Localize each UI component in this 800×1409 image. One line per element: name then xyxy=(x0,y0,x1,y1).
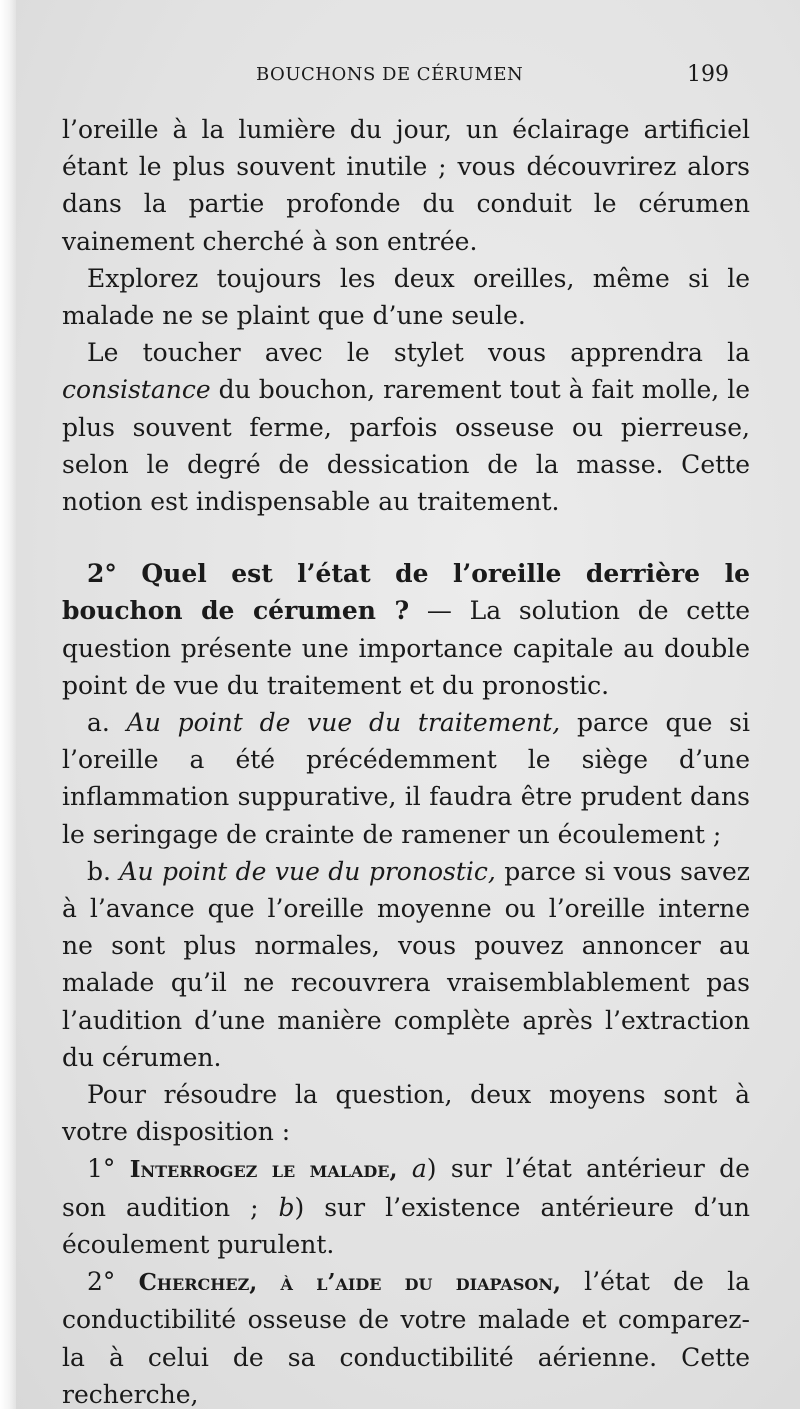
p4-text: — La solution de cette question présente une importance capitale au double point de vue du traitement et du pronostic. xyxy=(62,596,750,700)
p5-text: parce que si l’oreille a été précédemment le siège d’une inflammation suppurative, il faudra être prudent dans le seringage de crainte de ramener un écoulement ; xyxy=(62,708,750,849)
p4-heading: 2° Quel est l’état de l’oreille derrière le bouchon de cérumen ? xyxy=(62,559,750,626)
p3-text-c: du bouchon, rarement tout à fait molle, le plus souvent ferme, parfois osseuse ou pierreuse, selon le degré de dessication de la masse. Cette notion est indispensable au traitement. xyxy=(62,375,750,517)
p6-marker: b. xyxy=(87,856,120,886)
p8-text-2: ) sur l’existence antérieure d’un écoulement purulent. xyxy=(62,1192,750,1259)
p8-bold: Interrogez le malade, xyxy=(129,1156,398,1184)
paragraph-5 xyxy=(62,704,750,853)
paragraph-9 xyxy=(62,1263,750,1409)
page-edge xyxy=(0,0,16,1409)
running-head xyxy=(0,60,800,90)
paragraph-6 xyxy=(62,853,750,1076)
paragraph-3 xyxy=(62,334,750,520)
running-head-title: BOUCHONS DE CÉRUMEN xyxy=(256,64,524,85)
p8-italic-b: b xyxy=(278,1192,295,1222)
p8-text-1: ) sur l’état antérieur de son audition ; xyxy=(62,1154,750,1222)
paragraph-7: Pour résoudre la question, deux moyens sont à votre disposition : xyxy=(62,1080,750,1147)
p3-italic-consistance: consistance xyxy=(62,375,211,405)
p9-text: l’état de la conductibilité osseuse de votre malade et comparez-la à celui de sa conductibilité aérienne. Cette recherche, xyxy=(62,1267,750,1409)
p8-space xyxy=(397,1154,411,1183)
p5-italic: Au point de vue du traitement, xyxy=(126,708,561,738)
p8-marker: 1° xyxy=(87,1154,130,1184)
p3-text-a: Le toucher avec le stylet vous apprendra la xyxy=(87,338,750,368)
paragraph-2: Explorez toujours les deux oreilles, même si le malade ne se plaint que d’une seule. xyxy=(62,263,750,331)
p6-text: parce si vous savez à l’avance que l’oreille moyenne ou l’oreille interne ne sont plus normales, vous pouvez annoncer au malade qu’il ne recouvrera vraisemblablement pas l’audition d’une manière complète après l’extraction du cérumen. xyxy=(62,856,750,1072)
p9-marker: 2° xyxy=(87,1267,139,1297)
p5-marker: a. xyxy=(87,708,127,738)
p6-italic: Au point de vue du pronostic, xyxy=(119,856,496,886)
body-text xyxy=(62,111,750,1409)
page-number: 199 xyxy=(687,62,729,87)
p9-bold: Cherchez, à l’aide du diapason, xyxy=(138,1269,561,1297)
paragraph-8 xyxy=(62,1150,750,1263)
paragraph-4 xyxy=(62,555,750,704)
p8-italic-a: a xyxy=(411,1154,427,1184)
paragraph-1: l’oreille à la lumière du jour, un éclairage artificiel étant le plus souvent inutile ; vous découvrirez alors dans la partie profonde du conduit le cérumen vainement cherché à son entrée. xyxy=(62,115,750,256)
section-gap xyxy=(62,520,750,555)
